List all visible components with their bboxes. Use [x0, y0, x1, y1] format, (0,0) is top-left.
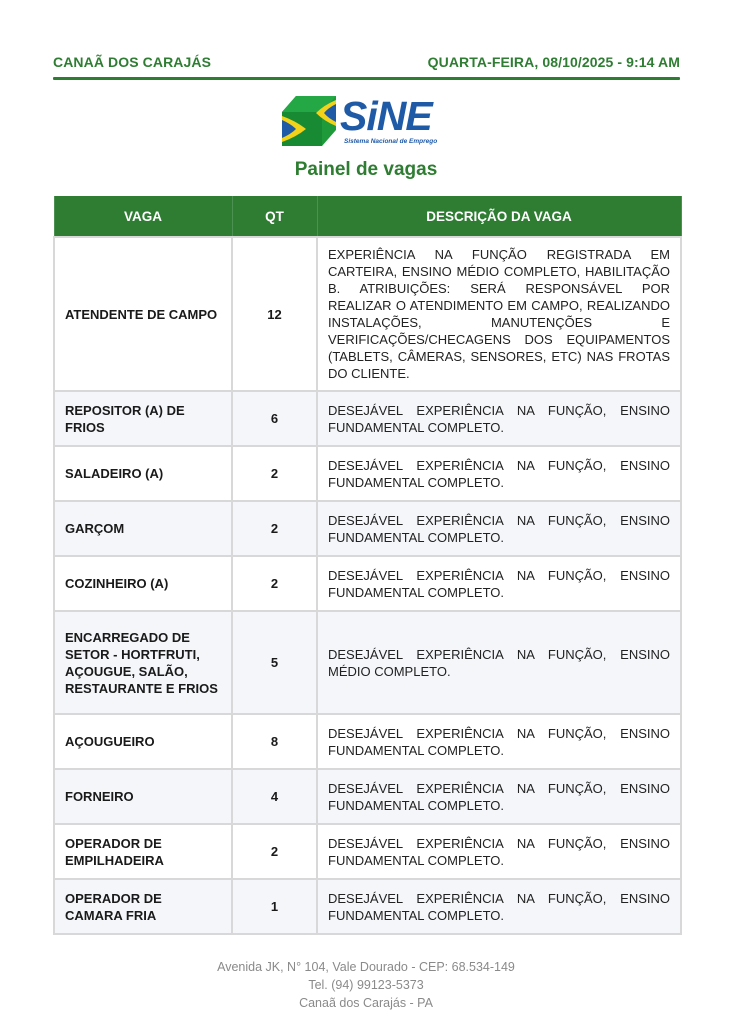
cell-vaga: COZINHEIRO (A) [54, 556, 232, 611]
cell-descricao: DESEJÁVEL EXPERIÊNCIA NA FUNÇÃO, ENSINO FUNDAMENTAL COMPLETO. [317, 446, 681, 501]
cell-descricao: DESEJÁVEL EXPERIÊNCIA NA FUNÇÃO, ENSINO FUNDAMENTAL COMPLETO. [317, 501, 681, 556]
column-header-vaga: VAGA [54, 196, 232, 237]
cell-qt: 2 [232, 501, 317, 556]
table-row [54, 611, 681, 714]
cell-qt: 8 [232, 714, 317, 769]
cell-vaga: ATENDENTE DE CAMPO [54, 237, 232, 391]
page-title: Painel de vagas [294, 159, 438, 180]
table-row [54, 879, 681, 934]
table-row [54, 769, 681, 824]
cell-descricao: DESEJÁVEL EXPERIÊNCIA NA FUNÇÃO, ENSINO FUNDAMENTAL COMPLETO. [317, 769, 681, 824]
cell-qt: 6 [232, 391, 317, 446]
logo-wordmark: SiNE [340, 93, 432, 139]
cell-descricao: DESEJÁVEL EXPERIÊNCIA NA FUNÇÃO, ENSINO FUNDAMENTAL COMPLETO. [317, 556, 681, 611]
column-header-descricao: DESCRIÇÃO DA VAGA [317, 196, 681, 237]
cell-descricao: DESEJÁVEL EXPERIÊNCIA NA FUNÇÃO, ENSINO FUNDAMENTAL COMPLETO. [317, 824, 681, 879]
header-datetime: QUARTA-FEIRA, 08/10/2025 - 9:14 AM [427, 54, 680, 70]
cell-vaga: GARÇOM [54, 501, 232, 556]
table-row [54, 824, 681, 879]
cell-vaga: OPERADOR DE CAMARA FRIA [54, 879, 232, 934]
cell-qt: 1 [232, 879, 317, 934]
cell-qt: 4 [232, 769, 317, 824]
cell-descricao: DESEJÁVEL EXPERIÊNCIA NA FUNÇÃO, ENSINO FUNDAMENTAL COMPLETO. [317, 391, 681, 446]
cell-vaga: REPOSITOR (A) DE FRIOS [54, 391, 232, 446]
cell-vaga: AÇOUGUEIRO [54, 714, 232, 769]
table-row [54, 446, 681, 501]
table-row [54, 391, 681, 446]
header-city: CANAÃ DOS CARAJÁS [53, 54, 212, 70]
footer [0, 958, 732, 1012]
footer-address: Avenida JK, N° 104, Vale Dourado - CEP: 68.534-149 [217, 960, 515, 974]
cell-vaga: OPERADOR DE EMPILHADEIRA [54, 824, 232, 879]
footer-city: Canaã dos Carajás - PA [299, 996, 433, 1010]
cell-qt: 2 [232, 556, 317, 611]
cell-descricao: DESEJÁVEL EXPERIÊNCIA NA FUNÇÃO, ENSINO FUNDAMENTAL COMPLETO. [317, 714, 681, 769]
cell-vaga: ENCARREGADO DE SETOR - HORTFRUTI, AÇOUGUE, SALÃO, RESTAURANTE E FRIOS [54, 611, 232, 714]
table-row [54, 556, 681, 611]
brazil-flag-cube-icon [282, 96, 336, 146]
header-divider [53, 77, 680, 80]
table-header-row [54, 196, 681, 237]
table-row [54, 714, 681, 769]
column-header-qt: QT [232, 196, 317, 237]
table-row [54, 237, 681, 391]
footer-phone: Tel. (94) 99123-5373 [308, 978, 424, 992]
cell-descricao: DESEJÁVEL EXPERIÊNCIA NA FUNÇÃO, ENSINO FUNDAMENTAL COMPLETO. [317, 879, 681, 934]
logo-subtitle: Sistema Nacional de Emprego [344, 138, 438, 145]
vacancies-table [53, 196, 682, 935]
cell-descricao: DESEJÁVEL EXPERIÊNCIA NA FUNÇÃO, ENSINO MÉDIO COMPLETO. [317, 611, 681, 714]
cell-qt: 12 [232, 237, 317, 391]
cell-qt: 2 [232, 824, 317, 879]
cell-qt: 5 [232, 611, 317, 714]
page-header [53, 52, 680, 72]
cell-vaga: FORNEIRO [54, 769, 232, 824]
cell-descricao: EXPERIÊNCIA NA FUNÇÃO REGISTRADA EM CARTEIRA, ENSINO MÉDIO COMPLETO, HABILITAÇÃO B. ATRIBUIÇÕES: SERÁ RESPONSÁVEL POR REALIZAR O ATENDIMENTO EM CAMPO, REALIZANDO INSTALAÇÕES, MANUTENÇÕES E VERIFICAÇÕES/CHECAGENS DOS EQUIPAMENTOS (TABLETS, CÂMERAS, SENSORES, ETC) NAS FROTAS DO CLIENTE. [317, 237, 681, 391]
table-row [54, 501, 681, 556]
cell-vaga: SALADEIRO (A) [54, 446, 232, 501]
sine-logo [282, 93, 452, 148]
cell-qt: 2 [232, 446, 317, 501]
